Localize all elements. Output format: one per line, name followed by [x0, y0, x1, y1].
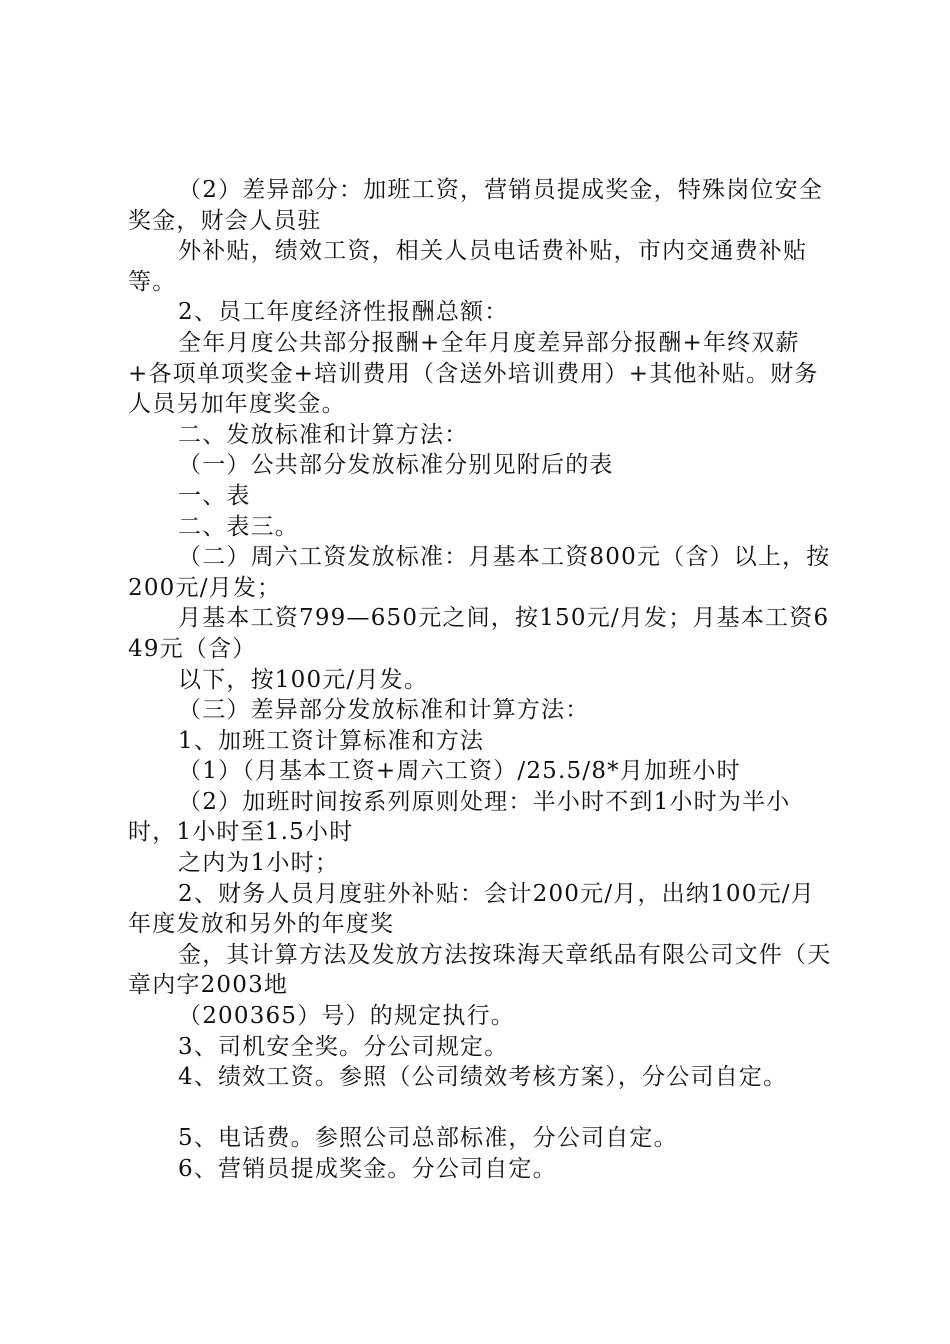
- paragraph-overtime-rule: （2）加班时间按系列原则处理：半小时不到1小时为半小时，1小时至1.5小时: [128, 788, 791, 846]
- section-heading-standards: 二、发放标准和计算方法：: [178, 421, 469, 448]
- paragraph-performance-wage: 4、绩效工资。参照（公司绩效考核方案），分公司自定。: [178, 1064, 788, 1091]
- blank-line: [128, 1093, 836, 1124]
- paragraph-finance-allowance-ref: （200365）号）的规定执行。: [178, 1003, 515, 1030]
- paragraph-saturday-wage-low: 以下，按100元/月发。: [178, 666, 429, 693]
- paragraph-finance-allowance: 2、财务人员月度驻外补贴：会计200元/月，出纳100元/月年度发放和另外的年度奖: [128, 880, 815, 938]
- paragraph-saturday-wage: （二）周六工资发放标准：月基本工资800元（含）以上，按200元/月发；: [128, 544, 831, 601]
- paragraph-driver-safety: 3、司机安全奖。分公司规定。: [178, 1033, 509, 1060]
- paragraph-difference-part: （2）差异部分：加班工资，营销员提成奖金，特殊岗位安全奖金，财会人员驻: [128, 177, 824, 234]
- paragraph-annual-total-heading: 2、员工年度经济性报酬总额：: [178, 299, 509, 326]
- paragraph-saturday-wage-mid: 月基本工资799—650元之间，按150元/月发；月基本工资649元（含）: [128, 605, 830, 662]
- paragraph-difference-standards: （三）差异部分发放标准和计算方法：: [178, 697, 590, 724]
- document-body: [128, 175, 836, 1185]
- paragraph-phone-fee: 5、电话费。参照公司总部标准，分公司自定。: [178, 1125, 678, 1152]
- paragraph-sales-commission: 6、营销员提成奖金。分公司自定。: [178, 1156, 557, 1182]
- paragraph-table-three: 二、表三。: [178, 513, 299, 540]
- paragraph-difference-part-cont: 外补贴，绩效工资，相关人员电话费补贴，市内交通费补贴等。: [128, 238, 808, 295]
- paragraph-annual-total-formula: 全年月度公共部分报酬+全年月度差异部分报酬+年终双薪+各项单项奖金+培训费用（含送外培训费用）+其他补贴。财务人员另加年度奖金。: [128, 329, 819, 418]
- paragraph-overtime-heading: 1、加班工资计算标准和方法: [178, 727, 485, 754]
- paragraph-public-part: （一）公共部分发放标准分别见附后的表: [178, 452, 614, 479]
- paragraph-overtime-rule-cont: 之内为1小时；: [178, 850, 340, 877]
- paragraph-finance-allowance-method: 金，其计算方法及发放方法按珠海天章纸品有限公司文件（天章内字2003地: [128, 941, 832, 999]
- paragraph-table-one: 一、表: [178, 482, 251, 509]
- paragraph-overtime-formula: （1）（月基本工资+周六工资）/25.5/8*月加班小时: [178, 758, 741, 785]
